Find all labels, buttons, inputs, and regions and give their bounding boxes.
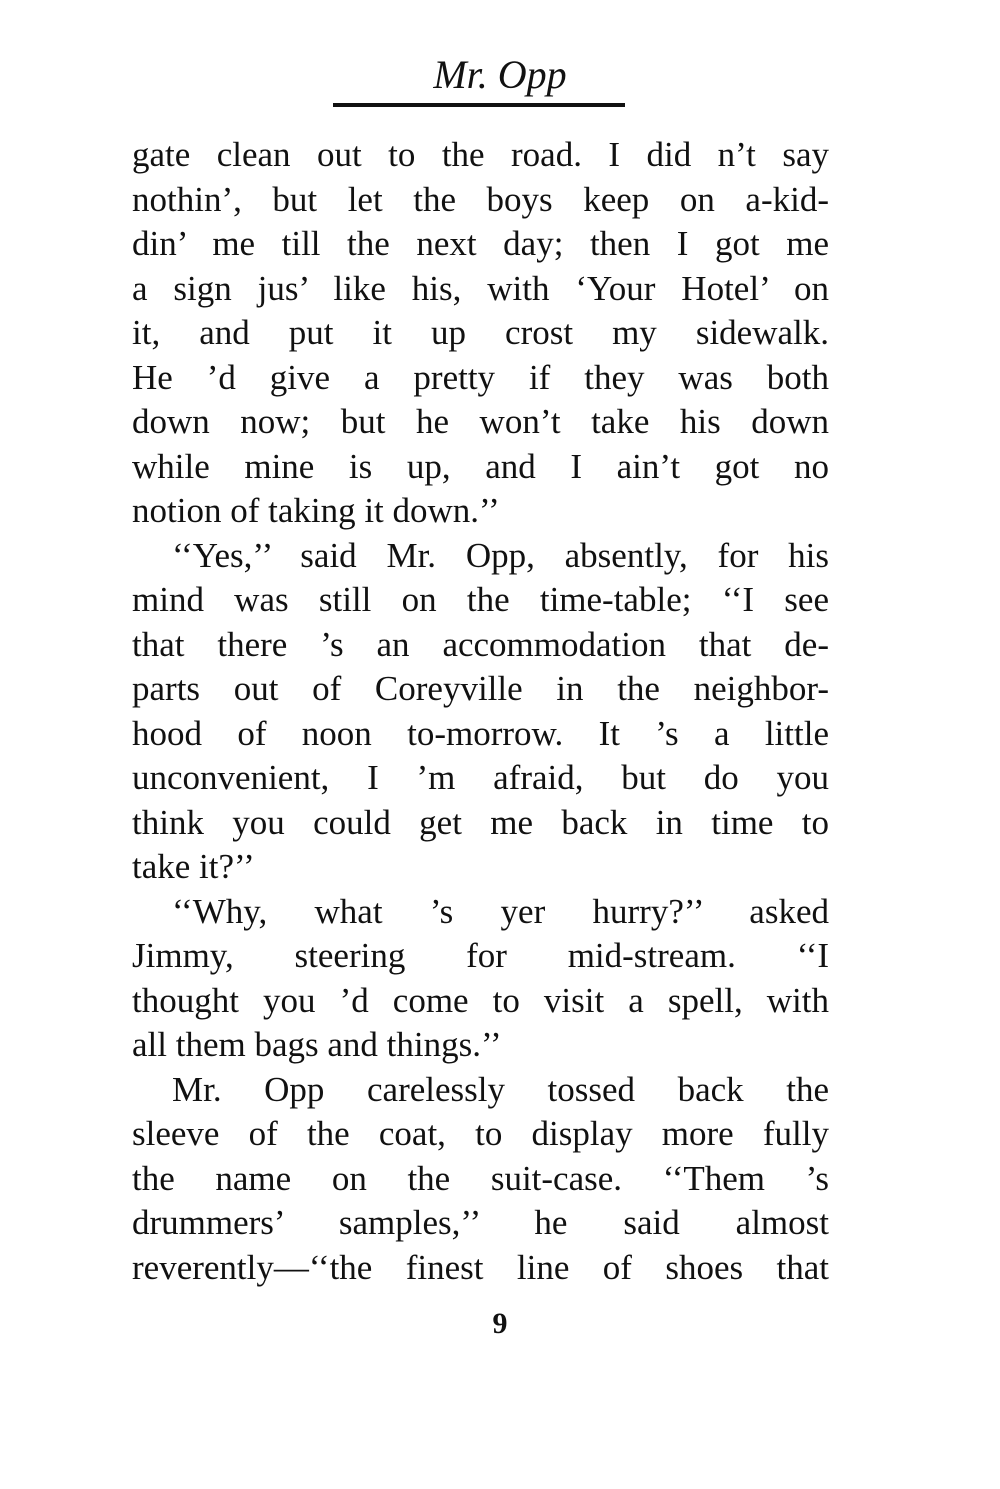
body-text bbox=[132, 133, 829, 1290]
text-line: ‘‘Yes,’’ said Mr. Opp, absently, for his bbox=[172, 535, 829, 575]
page-number: 9 bbox=[492, 1307, 508, 1340]
text-line: all them bags and things.’’ bbox=[132, 1025, 502, 1064]
text-line: Mr. Opp carelessly tossed back the bbox=[172, 1069, 829, 1109]
text-line: gate clean out to the road. I did n’t say bbox=[132, 135, 829, 174]
header-rule bbox=[333, 103, 625, 107]
text-line: while mine is up, and I ain’t got no bbox=[132, 446, 829, 486]
text-line: thought you ’d come to visit a spell, with bbox=[132, 980, 829, 1020]
running-head: Mr. Opp bbox=[433, 52, 567, 97]
text-line: mind was still on the time-table; ‘‘I see bbox=[132, 580, 829, 619]
text-line: reverently—‘‘the finest line of shoes that bbox=[132, 1247, 829, 1287]
text-line: down now; but he won’t take his down bbox=[132, 402, 829, 441]
text-line: sleeve of the coat, to display more fully bbox=[132, 1114, 829, 1153]
text-line: think you could get me back in time to bbox=[132, 802, 829, 842]
text-line: hood of noon to-morrow. It ’s a little bbox=[132, 713, 829, 753]
text-line: He ’d give a pretty if they was both bbox=[132, 357, 829, 397]
text-line: take it?’’ bbox=[132, 847, 255, 886]
text-line: notion of taking it down.’’ bbox=[132, 491, 500, 530]
text-line: unconvenient, I ’m afraid, but do you bbox=[132, 758, 829, 797]
text-line: the name on the suit-case. ‘‘Them ’s bbox=[132, 1158, 829, 1198]
text-line: Jimmy, steering for mid-stream. ‘‘I bbox=[132, 936, 829, 975]
text-line: nothin’, but let the boys keep on a-kid- bbox=[132, 179, 829, 219]
text-line: ‘‘Why, what ’s yer hurry?’’ asked bbox=[172, 891, 829, 931]
text-line: parts out of Coreyville in the neighbor- bbox=[132, 669, 829, 708]
text-line: that there ’s an accommodation that de- bbox=[132, 624, 829, 664]
text-line: it, and put it up crost my sidewalk. bbox=[132, 313, 829, 352]
text-line: a sign jus’ like his, with ‘Your Hotel’ on bbox=[132, 268, 829, 308]
text-line: drummers’ samples,’’ he said almost bbox=[132, 1203, 829, 1242]
text-line: din’ me till the next day; then I got me bbox=[132, 224, 829, 263]
